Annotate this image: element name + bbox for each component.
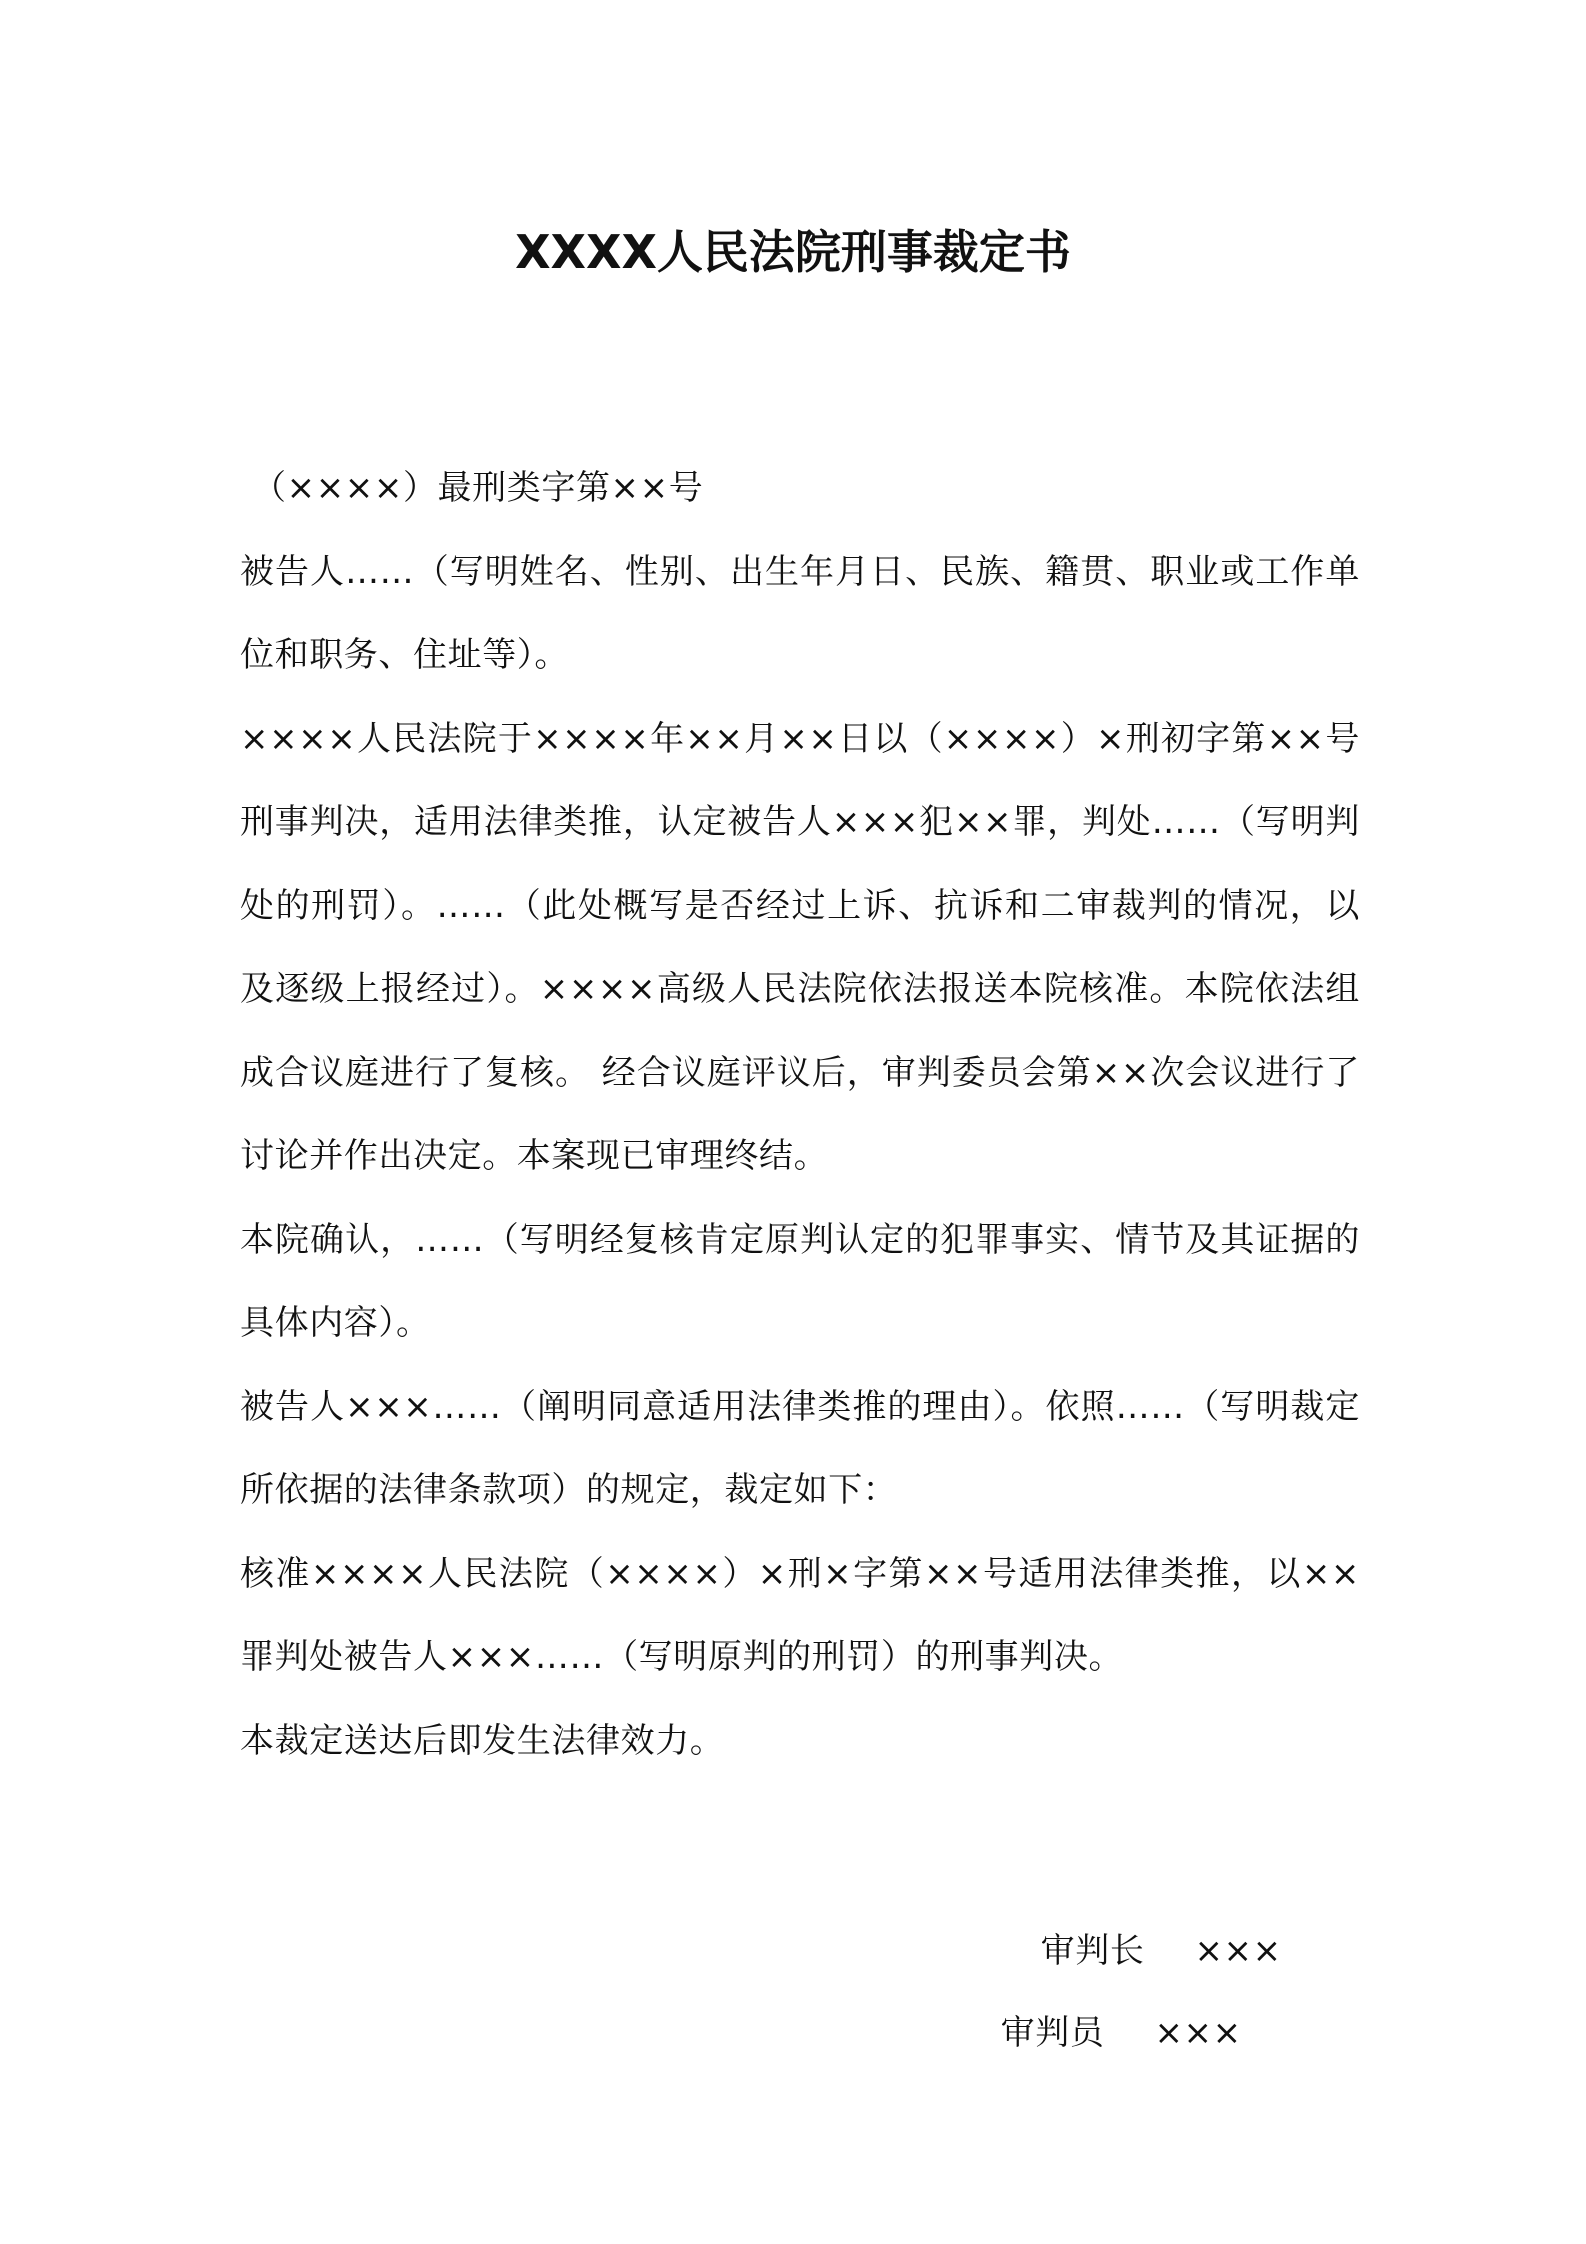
paragraph-effect: 本裁定送达后即发生法律效力。	[240, 1720, 725, 1761]
signature-judge	[955, 1958, 1242, 2108]
signature-role: 审判长	[1040, 1931, 1145, 1971]
document-body	[240, 447, 1360, 1783]
signature-name: ×××	[1194, 1931, 1282, 1971]
signature-name: ×××	[1154, 2013, 1242, 2053]
paragraph-defendant-info: 被告人……（写明姓名、性别、出生年月日、民族、籍贯、职业或工作单位和职务、住址等）。	[240, 551, 1360, 675]
case-number: （××××）最刑类字第××号	[252, 468, 704, 508]
paragraph-court-confirmation: 本院确认，……（写明经复核肯定原判认定的犯罪事实、情节及其证据的具体内容）。	[240, 1219, 1360, 1343]
document-title: XXXX人民法院刑事裁定书	[515, 225, 1071, 279]
paragraph-case-history: ××××人民法院于××××年××月××日以（××××）×刑初字第××号刑事判决，适用法律类推，认定被告人×××犯××罪，判处……（写明判处的刑罚）。……（此处概写是否经过上诉、抗诉和二审裁判的情况，以及逐级上报经过）。××××高级人民法院依法报送本院核准。本院依法组成合议庭进行了复核。 经合议庭评议后，审判委员会第××次会议进行了讨论并作出决定。本案现已审理终结。	[240, 718, 1360, 1176]
signature-role: 审判员	[1000, 2013, 1105, 2053]
paragraph-ruling: 核准××××人民法院（××××）×刑×字第××号适用法律类推，以××罪判处被告人×××……（写明原判的刑罚）的刑事判决。	[240, 1553, 1360, 1677]
paragraph-reasoning: 被告人×××……（阐明同意适用法律类推的理由）。依照……（写明裁定所依据的法律条款项）的规定，裁定如下：	[240, 1386, 1360, 1510]
